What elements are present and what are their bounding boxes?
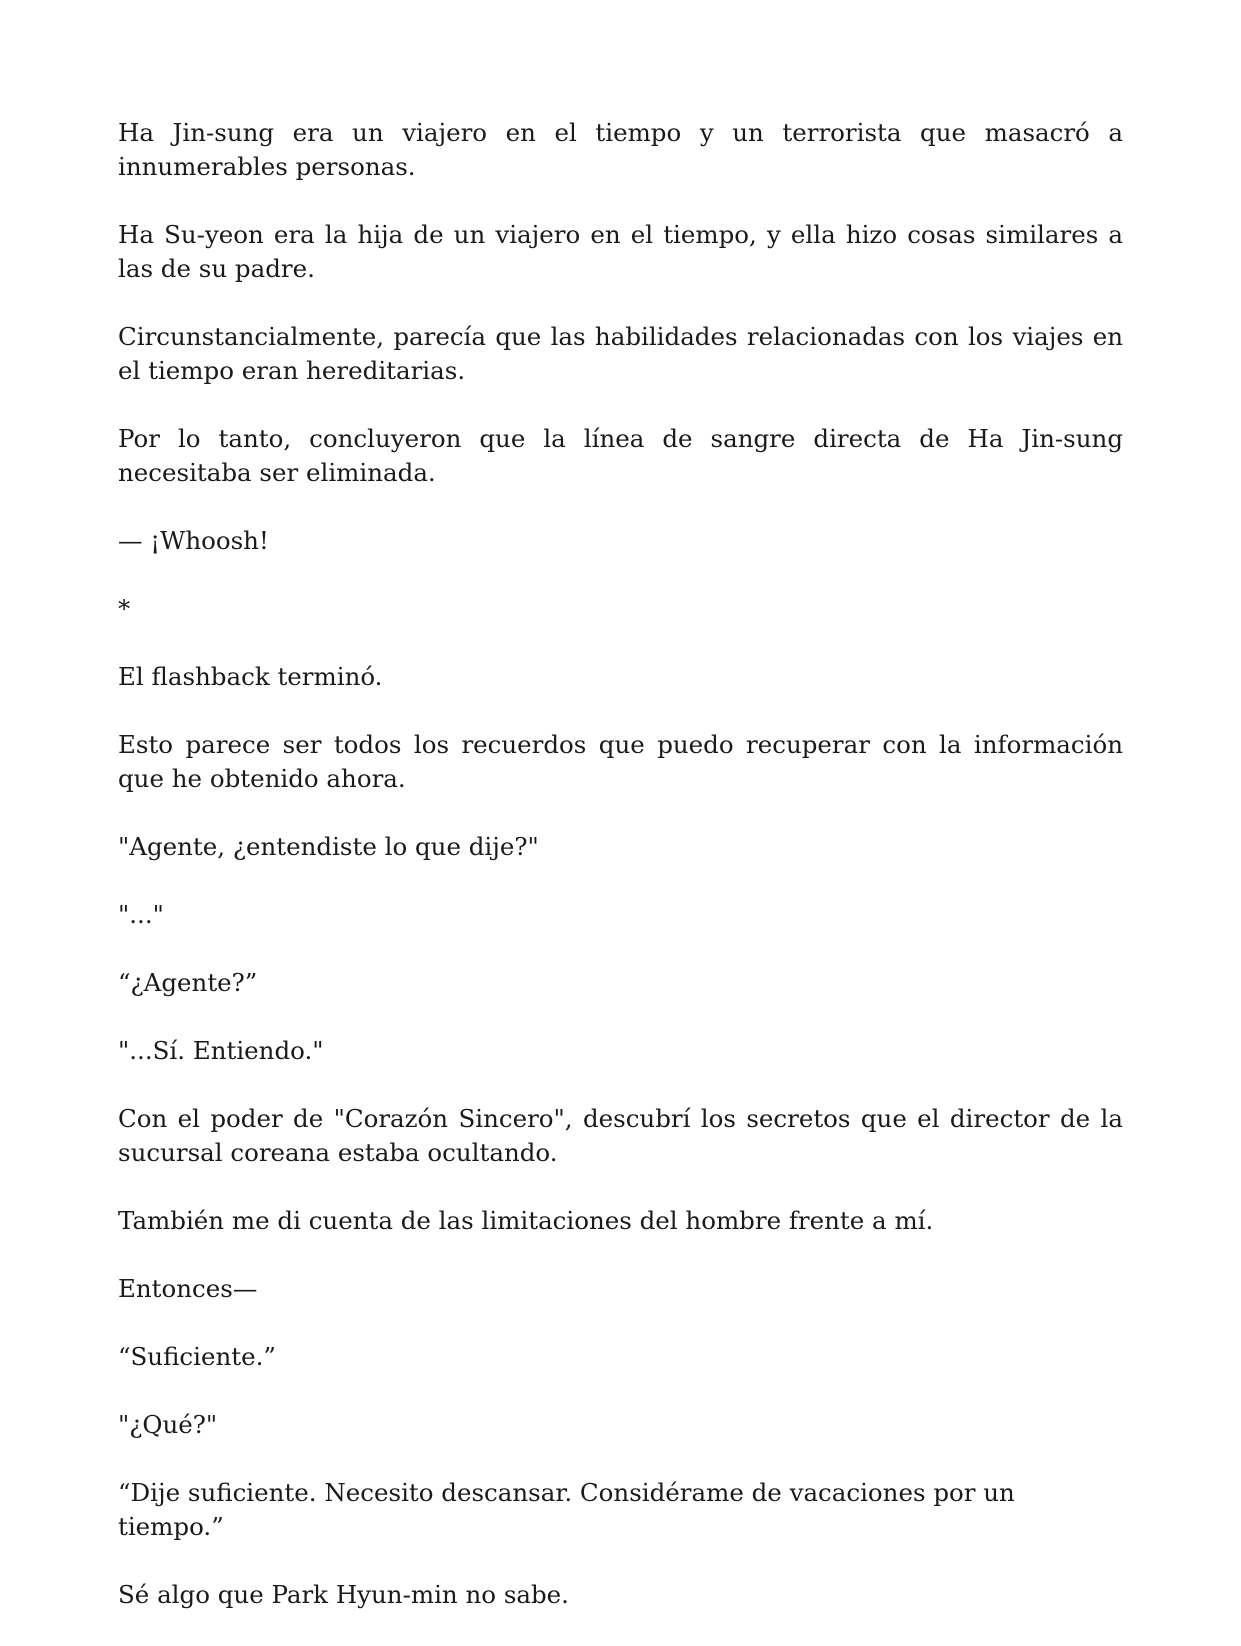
dialogue-line: “¿Agente?” [118,968,258,997]
paragraph: El flashback terminó. [118,662,383,691]
paragraph: Ha Su-yeon era la hija de un viajero en el tiempo, y ella hizo cosas similares a las de su padre. [118,220,1123,283]
paragraph: También me di cuenta de las limitaciones del hombre frente a mí. [118,1206,934,1235]
dialogue-line: "...Sí. Entiendo." [118,1036,324,1065]
dialogue-line: "..." [118,900,164,929]
sound-effect-line: — ¡Whoosh! [118,526,269,555]
scene-break: * [118,594,131,623]
paragraph: Con el poder de "Corazón Sincero", descubrí los secretos que el director de la sucursal coreana estaba ocultando. [118,1104,1123,1167]
paragraph: Ha Jin-sung era un viajero en el tiempo y un terrorista que masacró a innumerables personas. [118,118,1123,181]
paragraph: Circunstancialmente, parecía que las habilidades relacionadas con los viajes en el tiempo eran hereditarias. [118,322,1123,385]
paragraph: Entonces— [118,1274,258,1303]
dialogue-line: “Dije suficiente. Necesito descansar. Considérame de vacaciones por un tiempo.” [118,1478,1015,1541]
dialogue-line: "Agente, ¿entendiste lo que dije?" [118,832,539,861]
dialogue-line: "¿Qué?" [118,1410,218,1439]
document-page [118,116,1123,1646]
dialogue-line: “Suficiente.” [118,1342,276,1371]
paragraph: Esto parece ser todos los recuerdos que puedo recuperar con la información que he obtenido ahora. [118,730,1123,793]
paragraph: Por lo tanto, concluyeron que la línea de sangre directa de Ha Jin-sung necesitaba ser eliminada. [118,424,1123,487]
paragraph: Sé algo que Park Hyun-min no sabe. [118,1580,569,1609]
